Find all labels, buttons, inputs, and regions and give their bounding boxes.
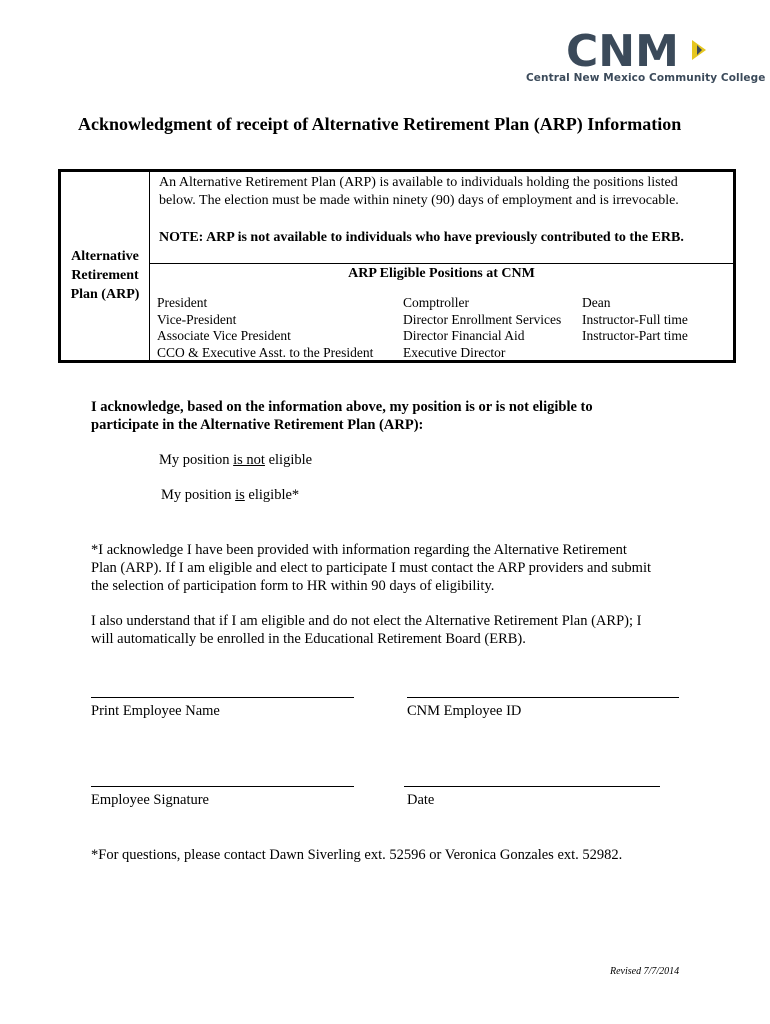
position-item: Associate Vice President [157,328,291,343]
contact-note: *For questions, please contact Dawn Siverling ext. 52596 or Veronica Gonzales ext. 52982. [91,847,623,863]
position-item: Executive Director [403,344,506,360]
position-item: Dean [582,295,611,310]
option-text: My position [159,452,234,468]
position-item: Instructor-Full time [582,311,688,327]
acknowledgment-paragraph-line: *I acknowledge I have been provided with information regarding the Alternative Retirement [91,542,627,558]
signature-label: Employee Signature [91,792,209,808]
option-eligible[interactable] [161,486,299,504]
cnm-logo-letters: CNM [566,28,679,72]
arp-label-line: Alternative [71,249,139,264]
intro-text-line: below. The election must be made within ninety (90) days of employment and is irrevocable. [159,193,679,208]
position-item: Director Financial Aid [403,328,525,343]
print-name-line[interactable] [91,697,354,698]
logo-subtitle: Central New Mexico Community College [526,72,766,84]
position-item: Vice-President [157,311,237,327]
print-name-label: Print Employee Name [91,703,220,719]
positions-column-3 [582,295,688,345]
positions-column-1 [157,295,373,361]
revised-date: Revised 7/7/2014 [610,966,680,977]
acknowledge-line: I acknowledge, based on the information above, my position is or is not eligible to [91,399,593,415]
option-text: My position [161,487,236,503]
cnm-logo-mark [566,28,726,72]
acknowledge-line: participate in the Alternative Retirement Plan (ARP): [91,417,424,433]
acknowledgment-paragraph-line: the selection of participation form to HR within 90 days of eligibility. [91,578,495,594]
arp-info-box [58,169,736,363]
position-item: CCO & Executive Asst. to the President [157,344,374,360]
page-title: Acknowledgment of receipt of Alternative Retirement Plan (ARP) Information [78,114,682,134]
option-emphasis: is not [233,452,265,468]
position-item: Director Enrollment Services [403,311,562,327]
option-not-eligible[interactable] [159,451,312,469]
arp-label [61,247,149,304]
position-item: Comptroller [403,295,469,310]
option-text: eligible* [244,487,300,503]
info-box-left-cell [61,172,150,360]
employee-id-line[interactable] [407,697,679,698]
info-box-divider [150,263,733,264]
cnm-logo [526,28,766,90]
date-line[interactable] [404,786,660,787]
position-item: Instructor-Part time [582,328,688,343]
intro-text-line: An Alternative Retirement Plan (ARP) is available to individuals holding the positions listed [159,175,678,190]
date-label: Date [407,792,435,808]
position-item: President [157,295,208,310]
option-text: eligible [264,452,313,468]
arp-label-line: Plan (ARP) [70,287,140,302]
acknowledgment-paragraph-line: Plan (ARP). If I am eligible and elect to participate I must contact the ARP providers and submit [91,560,651,576]
positions-heading: ARP Eligible Positions at CNM [348,266,535,281]
erb-note: NOTE: ARP is not available to individuals who have previously contributed to the ERB. [159,230,684,245]
employee-id-label: CNM Employee ID [407,703,522,719]
arp-label-line: Retirement [71,268,139,283]
option-emphasis: is [235,487,245,503]
enrollment-paragraph-line: will automatically be enrolled in the Educational Retirement Board (ERB). [91,631,526,647]
positions-column-2 [403,295,561,361]
enrollment-paragraph-line: I also understand that if I am eligible and do not elect the Alternative Retirement Plan (ARP); I [91,613,642,629]
signature-line[interactable] [91,786,354,787]
